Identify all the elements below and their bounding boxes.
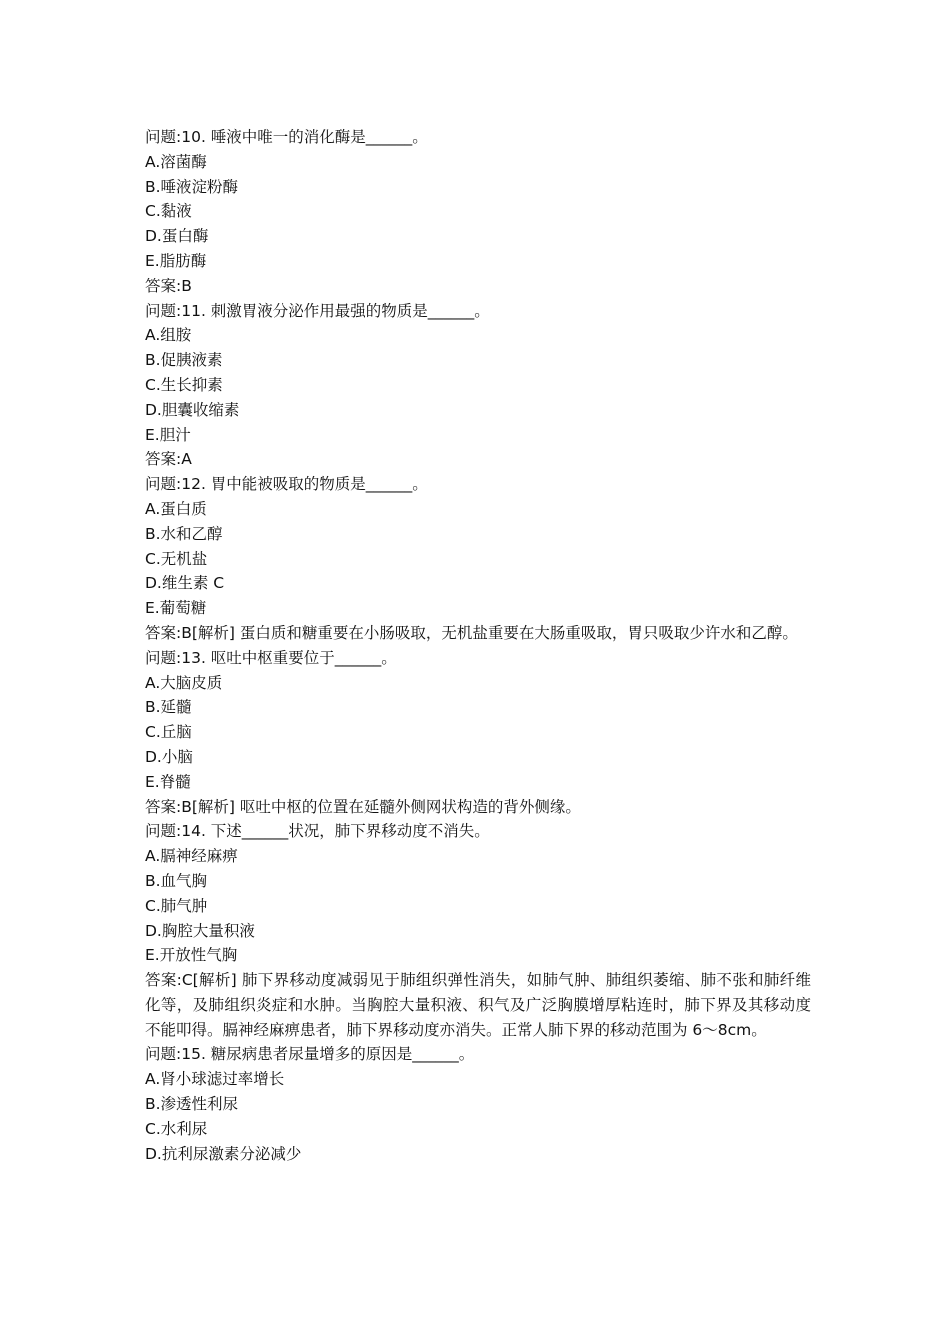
- question-13-text: 问题:13. 呕吐中枢重要位于______。: [145, 648, 397, 667]
- option-a: A.组胺: [145, 326, 192, 345]
- option-d: D.维生素 C: [145, 574, 225, 593]
- option-e: E.胆汁: [145, 425, 191, 444]
- option-b: B.延髓: [145, 698, 192, 717]
- option-a: A.膈神经麻痹: [145, 847, 238, 866]
- option-a: A.大脑皮质: [145, 673, 223, 692]
- option-c: C.肺气肿: [145, 896, 208, 915]
- option-d: D.小脑: [145, 747, 193, 766]
- option-c: C.无机盐: [145, 549, 208, 568]
- question-10-text: 问题:10. 唾液中唯一的消化酶是______。: [145, 128, 428, 146]
- option-c: C.生长抑素: [145, 375, 223, 394]
- answer-14-explanation: 答案:C[解析] 肺下界移动度减弱见于肺组织弹性消失，如肺气肿、肺组织萎缩、肺不张和肺纤维化等，及肺组织炎症和水肿。当胸腔大量积液、积气及广泛胸膜增厚粘连时，肺下界及其移动度不能叩得。膈神经麻痹患者，肺下界移动度亦消失。正常人肺下界的移动范围为 6～8cm。: [145, 971, 811, 1039]
- option-a: A.蛋白质: [145, 499, 207, 518]
- option-d: D.抗利尿激素分泌减少: [145, 1144, 302, 1163]
- answer-12-explanation: 答案:B[解析] 蛋白质和糖重要在小肠吸取，无机盐重要在大肠重吸取，胃只吸取少许水和乙醇。: [145, 623, 798, 642]
- option-d: D.胸腔大量积液: [145, 921, 255, 940]
- question-11-text: 问题:11. 刺激胃液分泌作用最强的物质是______。: [145, 301, 490, 320]
- option-b: B.水和乙醇: [145, 524, 223, 543]
- question-14-text: 问题:14. 下述______状况，肺下界移动度不消失。: [145, 822, 490, 841]
- option-a: A.溶菌酶: [145, 152, 207, 171]
- option-c: C.水利尿: [145, 1119, 208, 1138]
- option-b: B.渗透性利尿: [145, 1095, 239, 1114]
- answer-11: 答案:A: [145, 450, 192, 469]
- option-d: D.蛋白酶: [145, 227, 209, 246]
- option-d: D.胆囊收缩素: [145, 400, 240, 419]
- option-c: C.丘脑: [145, 723, 192, 742]
- option-e: E.脂肪酶: [145, 251, 207, 270]
- question-list: [145, 125, 811, 1166]
- answer-10: 答案:B: [145, 276, 192, 295]
- option-e: E.葡萄糖: [145, 599, 207, 618]
- option-b: B.血气胸: [145, 871, 208, 890]
- option-e: E.开放性气胸: [145, 946, 238, 965]
- question-15-text: 问题:15. 糖尿病患者尿量增多的原因是______。: [145, 1045, 475, 1064]
- option-b: B.促胰液素: [145, 351, 223, 370]
- answer-13-explanation: 答案:B[解析] 呕吐中枢的位置在延髓外侧网状构造的背外侧缘。: [145, 797, 581, 816]
- option-e: E.脊髓: [145, 772, 191, 791]
- question-12-text: 问题:12. 胃中能被吸取的物质是______。: [145, 475, 428, 494]
- option-c: C.黏液: [145, 202, 192, 221]
- option-a: A.肾小球滤过率增长: [145, 1070, 285, 1089]
- option-b: B.唾液淀粉酶: [145, 177, 239, 196]
